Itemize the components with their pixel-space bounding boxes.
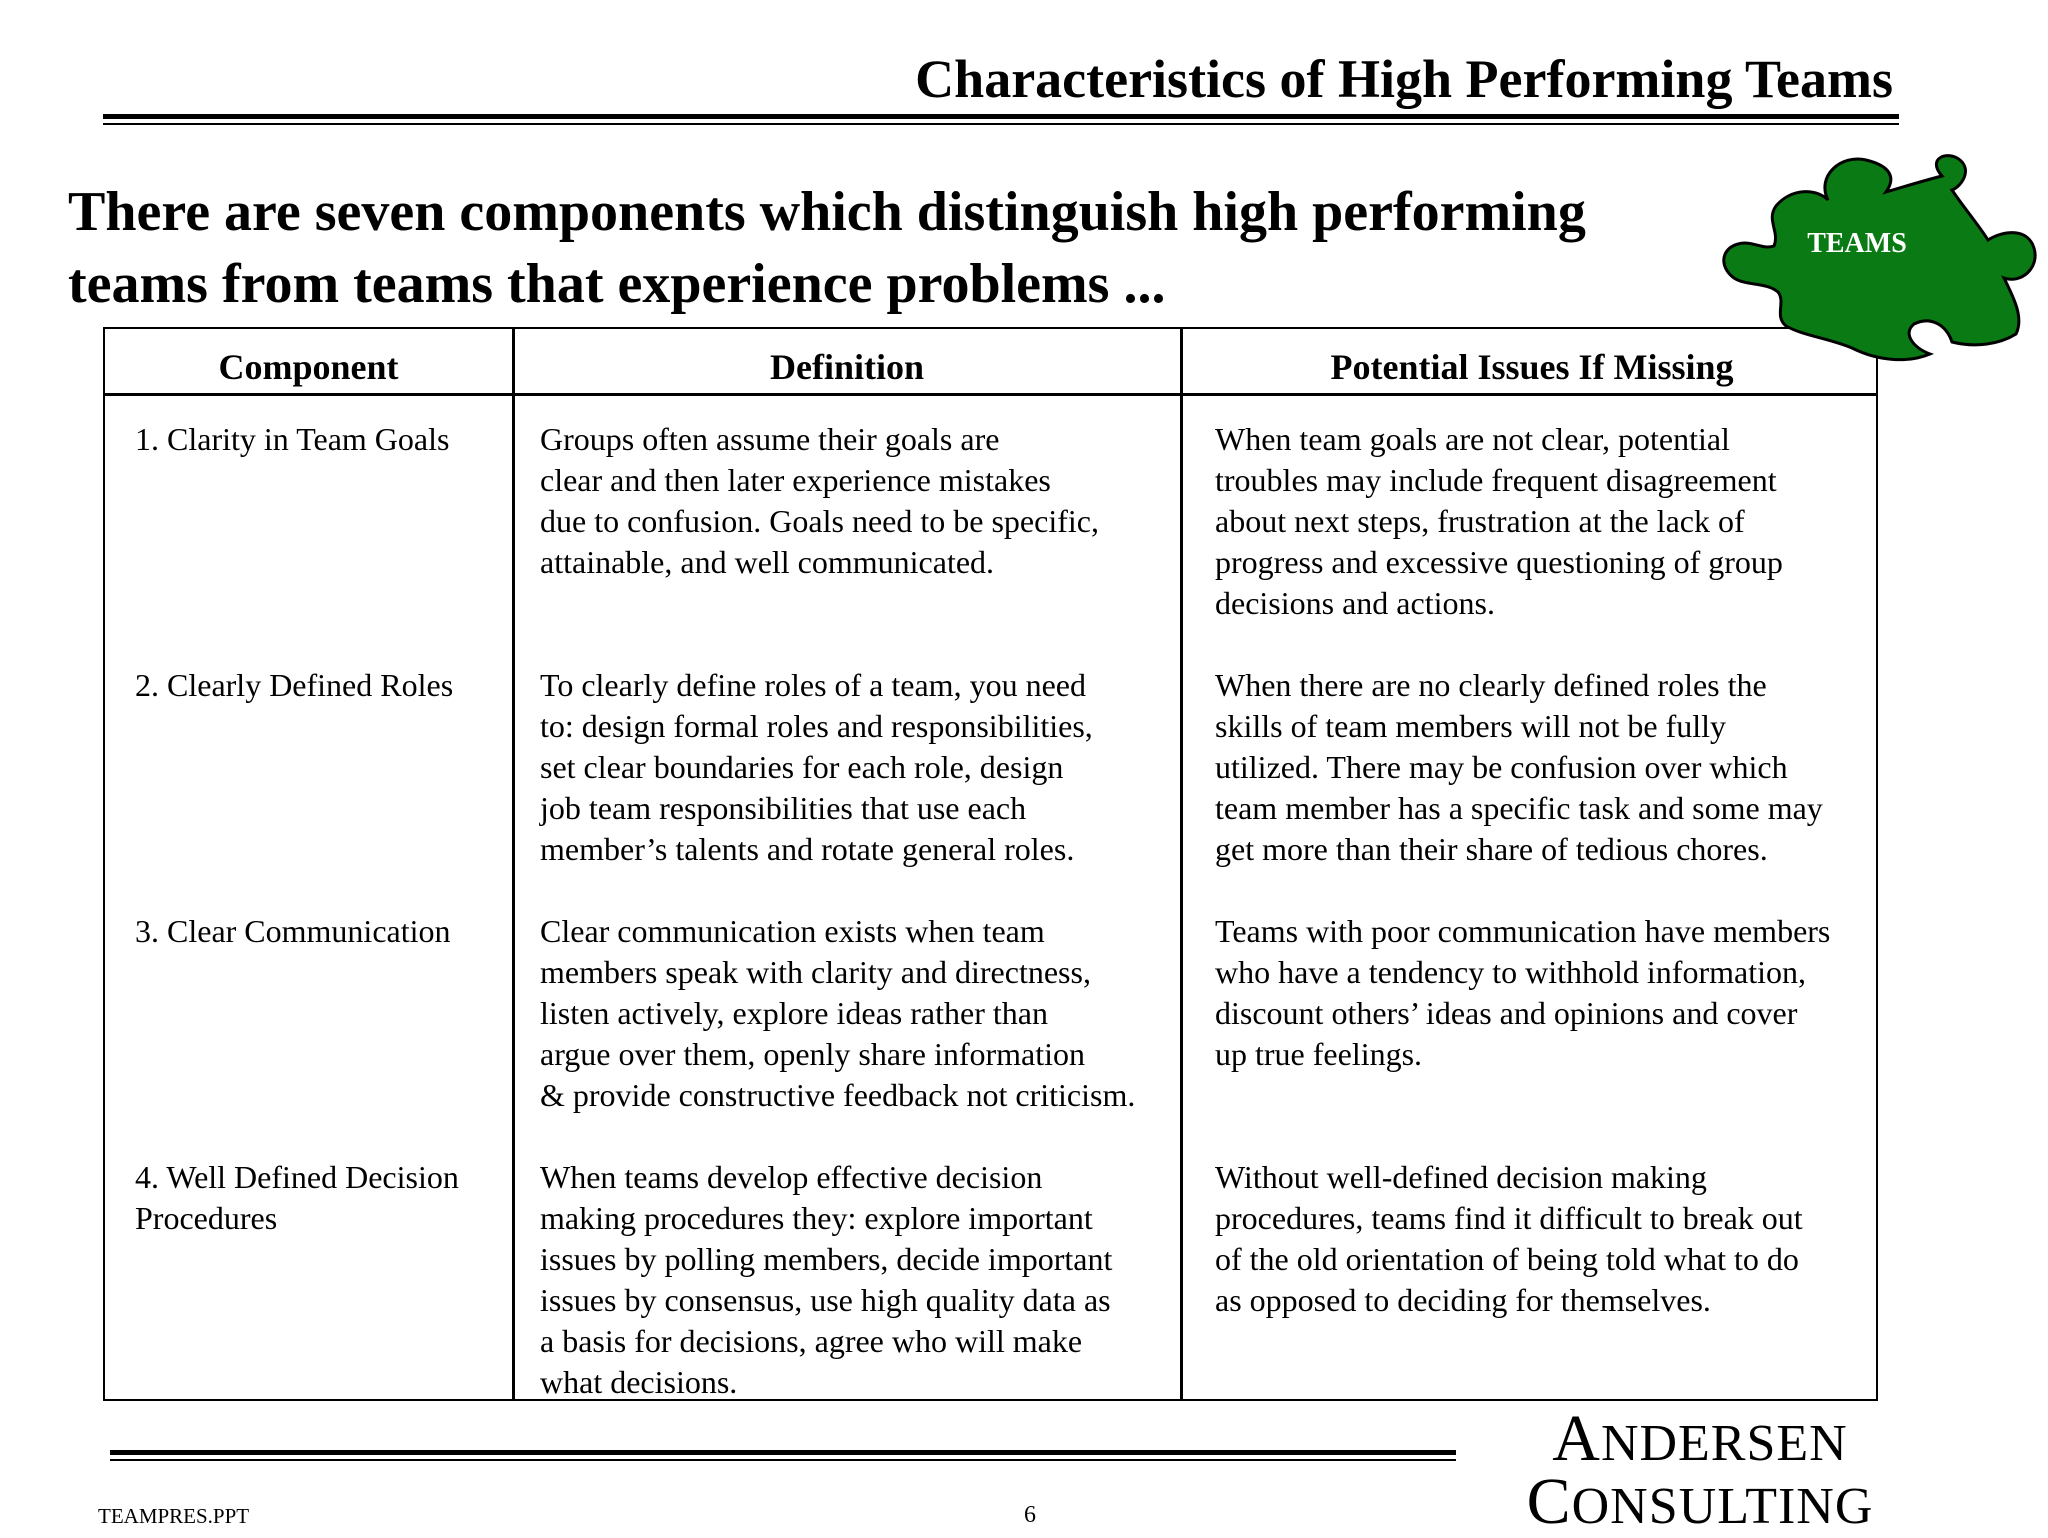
components-table	[103, 327, 1878, 1401]
page-number: 6	[1024, 1502, 1036, 1528]
logo-line-1: ANDERSEN	[1552, 1402, 1848, 1475]
puzzle-piece-graphic	[1716, 148, 2048, 363]
definition-cell: When teams develop effective decision making procedures they: explore important issues by polling members, decide important issues by consensus, use high quality data as a basis for decisions, agree who will make what decisions.	[540, 1159, 1113, 1400]
component-cell: 2. Clearly Defined Roles	[135, 667, 454, 703]
intro-line-2: teams from teams that experience problems ...	[68, 253, 1166, 315]
definition-cell: Clear communication exists when team members speak with clarity and directness, listen actively, explore ideas rather than argue over them, openly share information & provide constructive feedback not criticism.	[540, 913, 1136, 1113]
intro-line-1: There are seven components which distinguish high performing	[68, 181, 1586, 243]
issues-cell: When there are no clearly defined roles the skills of team members will not be fully utilized. There may be confusion over which team member has a specific task and some may get more than their share of tedious chores.	[1215, 667, 1823, 867]
column-header-definition: Definition	[769, 347, 924, 387]
component-cell: 3. Clear Communication	[135, 913, 451, 949]
footer-rule-thick	[110, 1450, 1456, 1455]
slide-title: Characteristics of High Performing Teams	[915, 49, 1893, 109]
logo-line-2: CONSULTING	[1526, 1465, 1874, 1538]
column-header-component: Component	[218, 347, 399, 387]
puzzle-label: TEAMS	[1807, 228, 1907, 259]
intro-heading	[68, 176, 1668, 320]
component-cell: 1. Clarity in Team Goals	[135, 421, 450, 457]
footer-rule-thin	[110, 1459, 1456, 1461]
footer-filename: TEAMPRES.PPT	[98, 1504, 250, 1528]
component-cell: 4. Well Defined Decision Procedures	[135, 1159, 459, 1236]
definition-cell: Groups often assume their goals are clear and then later experience mistakes due to confusion. Goals need to be specific, attainable, and well communicated.	[540, 421, 1099, 580]
issues-cell: Teams with poor communication have members who have a tendency to withhold information, discount others’ ideas and opinions and cover up true feelings.	[1215, 913, 1831, 1072]
title-rule-thin	[103, 123, 1899, 125]
company-logo	[1520, 1402, 1880, 1538]
column-header-issues: Potential Issues If Missing	[1330, 347, 1734, 387]
title-rule-thick	[103, 114, 1899, 119]
issues-cell: Without well-defined decision making procedures, teams find it difficult to break out of the old orientation of being told what to do as opposed to deciding for themselves.	[1215, 1159, 1803, 1318]
definition-cell: To clearly define roles of a team, you need to: design formal roles and responsibilities, set clear boundaries for each role, design job team responsibilities that use each member’s talents and rotate general roles.	[540, 667, 1093, 867]
column-divider	[512, 329, 515, 1399]
issues-cell: When team goals are not clear, potential troubles may include frequent disagreement about next steps, frustration at the lack of progress and excessive questioning of group decisions and actions.	[1215, 421, 1783, 621]
header-divider	[105, 393, 1876, 396]
